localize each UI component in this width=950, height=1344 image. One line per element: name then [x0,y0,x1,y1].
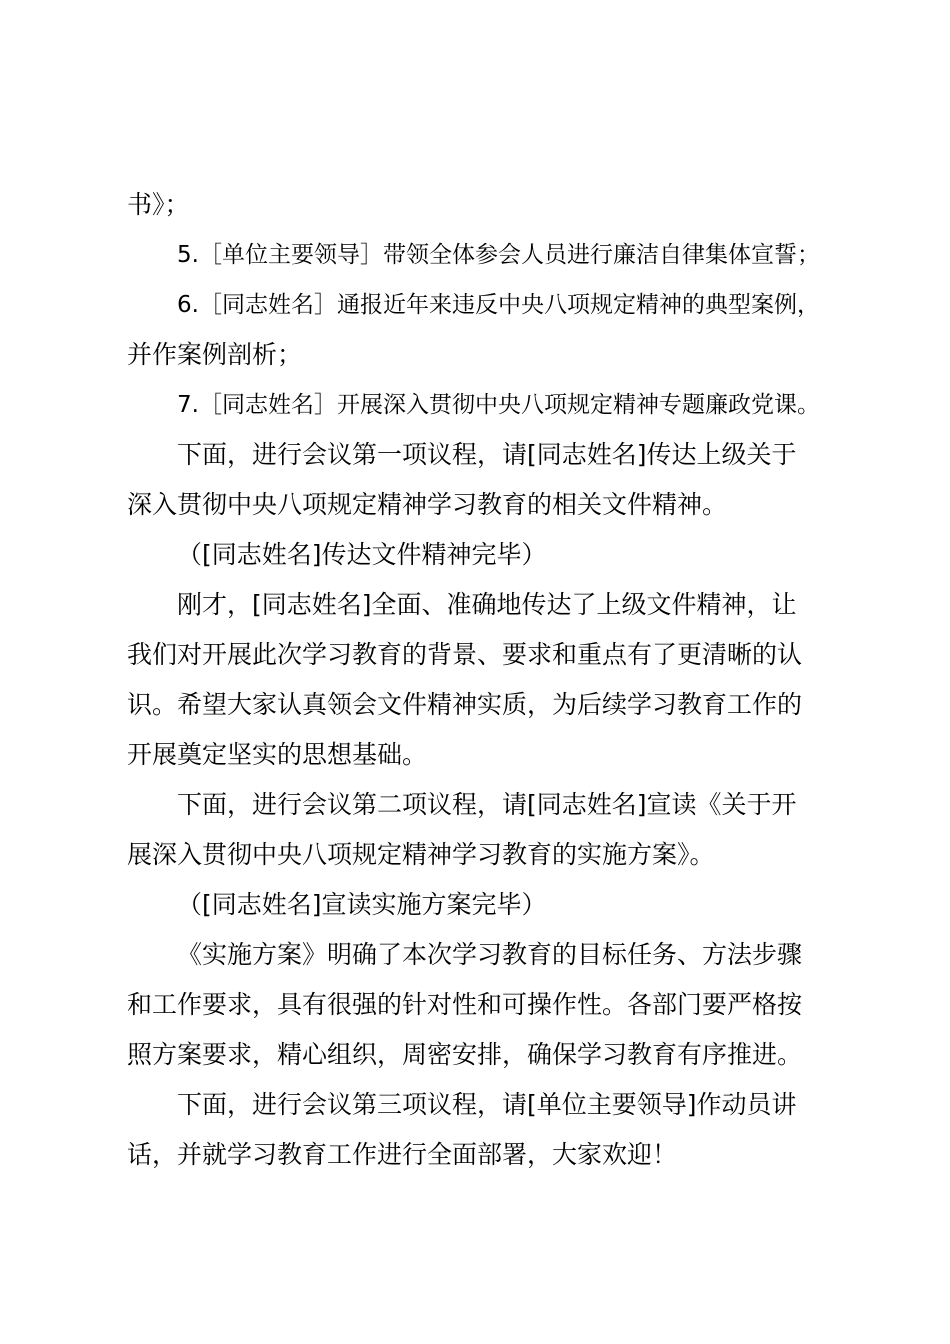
text-line: 展深入贯彻中央八项规定精神学习教育的实施方案》。 [127,840,715,869]
list-item-7: 7.［同志姓名］开展深入贯彻中央八项规定精神专题廉政党课。 [177,392,820,418]
stage-note: （[同志姓名]宣读实施方案完毕） [177,890,547,919]
text-line: 开展奠定坚实的思想基础。 [127,740,428,769]
text-line: 深入贯彻中央八项规定精神学习教育的相关文件精神。 [127,490,728,519]
list-item-5: 5.［单位主要领导］带领全体参会人员进行廉洁自律集体宣誓； [177,242,820,268]
text-line: 话，并就学习教育工作进行全面部署，大家欢迎！ [127,1140,678,1169]
text-line: 书》； [127,190,190,219]
paragraph-agenda-2: 下面，进行会议第二项议程，请[同志姓名]宣读《关于开 [177,790,797,819]
text-line: 我们对开展此次学习教育的背景、要求和重点有了更清晰的认 [127,640,803,669]
paragraph-summary-2: 《实施方案》明确了本次学习教育的目标任务、方法步骤 [177,940,803,969]
text-line: 照方案要求，精心组织，周密安排，确保学习教育有序推进。 [127,1040,803,1069]
paragraph-summary-1: 刚才，[同志姓名]全面、准确地传达了上级文件精神，让 [177,590,797,619]
list-item-6: 6.［同志姓名］通报近年来违反中央八项规定精神的典型案例， [177,292,820,318]
paragraph-agenda-1: 下面，进行会议第一项议程，请[同志姓名]传达上级关于 [177,440,797,469]
paragraph-agenda-3: 下面，进行会议第三项议程，请[单位主要领导]作动员讲 [177,1090,797,1119]
text-line: 并作案例剖析； [127,340,303,369]
stage-note: （[同志姓名]传达文件精神完毕） [177,540,547,569]
text-line: 识。希望大家认真领会文件精神实质，为后续学习教育工作的 [127,690,803,719]
text-line: 和工作要求，具有很强的针对性和可操作性。各部门要严格按 [127,990,803,1019]
